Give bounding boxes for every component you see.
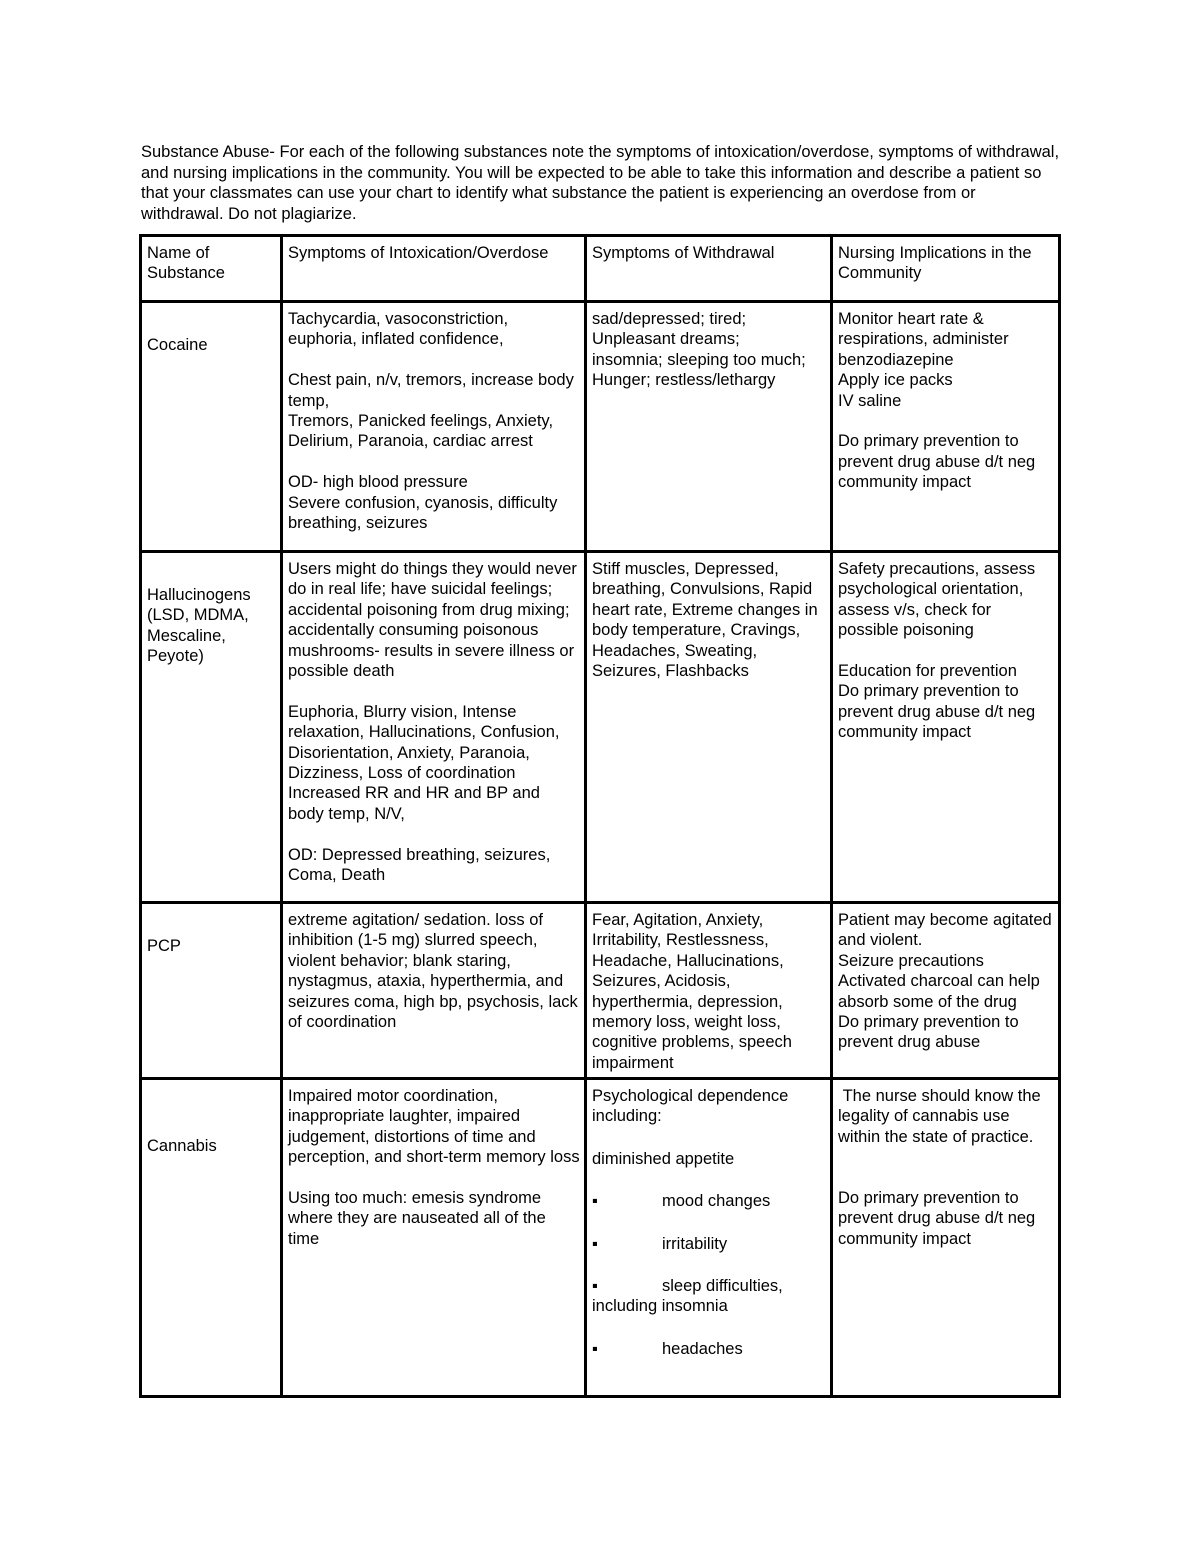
substance-name-cannabis: Cannabis — [141, 1079, 282, 1397]
table-row-pcp — [141, 903, 1060, 1079]
list-item: ▪ irritability — [592, 1234, 728, 1253]
header-row — [141, 236, 1060, 302]
pcp-nursing: Patient may become agitated and violent. Seizure precautions Activated charcoal can help absorb some of the drug Do primary prevention to prevent drug abuse — [832, 903, 1060, 1079]
header-nursing-implications: Nursing Implications in the Community — [832, 236, 1060, 302]
instructions-text: Substance Abuse- For each of the following substances note the symptoms of intoxication/overdose, symptoms of withdrawal, and nursing implications in the community. You will be expected to be able to take this information and describe a patient so that your classmates can use your chart to identify what substance the patient is experiencing an overdose from or withdrawal. Do not plagiarize. — [141, 143, 1060, 223]
cocaine-nursing: Monitor heart rate & respirations, administer benzodiazepine Apply ice packs IV saline Do primary prevention to prevent drug abuse d/t neg community impact — [832, 302, 1060, 552]
substance-abuse-table — [139, 234, 1061, 1398]
substance-name-cocaine: Cocaine — [141, 302, 282, 552]
table-row-hallucinogens — [141, 552, 1060, 903]
list-item: ▪ headaches — [592, 1339, 743, 1358]
table-row-cocaine — [141, 302, 1060, 552]
substance-name-pcp: PCP — [141, 903, 282, 1079]
header-withdrawal: Symptoms of Withdrawal — [586, 236, 832, 302]
header-name-of-substance: Name of Substance — [141, 236, 282, 302]
hallucinogens-withdrawal: Stiff muscles, Depressed, breathing, Convulsions, Rapid heart rate, Extreme changes in body temperature, Cravings, Headaches, Sweating, Seizures, Flashbacks — [586, 552, 832, 903]
pcp-withdrawal: Fear, Agitation, Anxiety, Irritability, Restlessness, Headache, Hallucinations, Seizures, Acidosis, hyperthermia, depression, memory loss, weight loss, cognitive problems, speech impairment — [586, 903, 832, 1079]
table-row-cannabis — [141, 1079, 1060, 1397]
cocaine-intoxication: Tachycardia, vasoconstriction, euphoria, inflated confidence, Chest pain, n/v, tremors, increase body temp, Tremors, Panicked feelings, Anxiety, Delirium, Paranoia, cardiac arrest OD- high blood pressure Severe confusion, cyanosis, difficulty breathing, seizures — [282, 302, 586, 552]
hallucinogens-nursing: Safety precautions, assess psychological orientation, assess v/s, check for possible poisoning Education for prevention Do primary prevention to prevent drug abuse d/t neg community impact — [832, 552, 1060, 903]
list-item: ▪ sleep difficulties, — [592, 1277, 783, 1296]
hallucinogens-intoxication: Users might do things they would never do in real life; have suicidal feelings; accidental poisoning from drug mixing; accidentally consuming poisonous mushrooms- results in severe illness or possible death Euphoria, Blurry vision, Intense relaxation, Hallucinations, Confusion, Disorientation, Anxiety, Paranoia, Dizziness, Loss of coordination Increased RR and HR and BP and body temp, N/V, OD: Depressed breathing, seizures, Coma, Death — [282, 552, 586, 903]
cannabis-withdrawal: Psychological dependence including: diminished appetite ▪ mood changes ▪ irritability ▪ sleep difficulties, including insomnia ▪ headaches — [586, 1079, 832, 1397]
cannabis-nursing: The nurse should know the legality of cannabis use within the state of practice. Do primary prevention to prevent drug abuse d/t neg community impact — [832, 1079, 1060, 1397]
list-item: ▪ mood changes — [592, 1192, 771, 1211]
substance-name-hallucinogens: Hallucinogens (LSD, MDMA, Mescaline, Peyote) — [141, 552, 282, 903]
cannabis-intoxication: Impaired motor coordination, inappropriate laughter, impaired judgement, distortions of time and perception, and short-term memory loss Using too much: emesis syndrome where they are nauseated all of the time — [282, 1079, 586, 1397]
cocaine-withdrawal: sad/depressed; tired; Unpleasant dreams; insomnia; sleeping too much; Hunger; restless/lethargy — [586, 302, 832, 552]
pcp-intoxication: extreme agitation/ sedation. loss of inhibition (1-5 mg) slurred speech, violent behavior; blank staring, nystagmus, ataxia, hyperthermia, and seizures coma, high bp, psychosis, lack of coordination — [282, 903, 586, 1079]
header-intoxication: Symptoms of Intoxication/Overdose — [282, 236, 586, 302]
